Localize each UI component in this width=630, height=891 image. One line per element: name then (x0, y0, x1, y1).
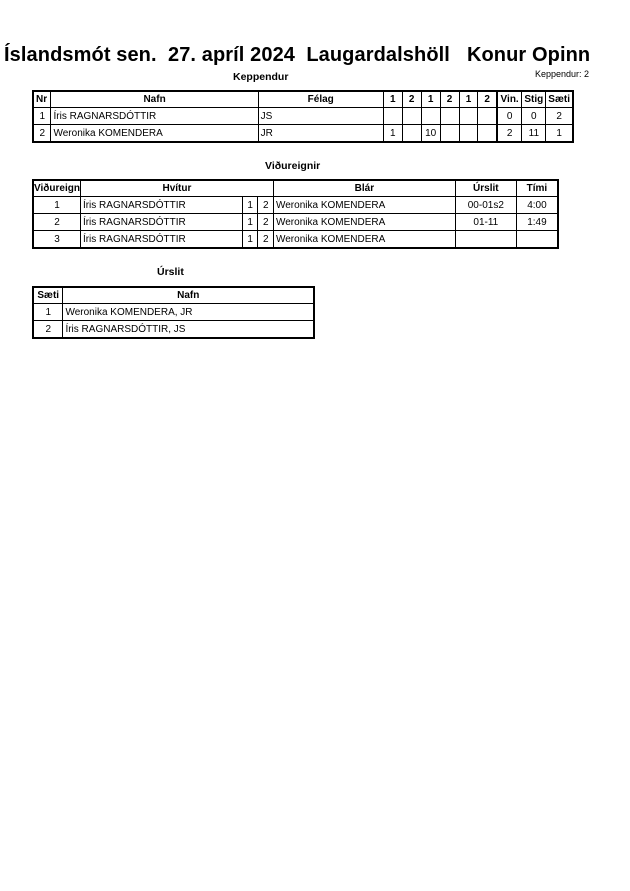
cell-place: 1 (33, 304, 63, 321)
cell-blue: Weronika KOMENDERA (273, 197, 455, 214)
header-name: Nafn (63, 287, 314, 304)
header-score-3: 1 (421, 91, 440, 108)
cell-score (459, 108, 478, 125)
cell-name: Íris RAGNARSDÓTTIR, JS (63, 321, 314, 339)
header-name: Nafn (51, 91, 258, 108)
cell-score (440, 108, 459, 125)
table-row (33, 321, 314, 339)
cell-result: 00-01s2 (455, 197, 516, 214)
cell-points: 0 (522, 108, 546, 125)
table-row (33, 214, 558, 231)
cell-score (459, 125, 478, 143)
cell-result: 01-11 (455, 214, 516, 231)
cell-blue-num: 2 (258, 197, 274, 214)
cell-time (516, 231, 558, 249)
header-match: Viðureign (33, 180, 80, 197)
cell-match-no: 1 (33, 197, 80, 214)
matches-header-row (33, 180, 558, 197)
cell-name: Weronika KOMENDERA (51, 125, 258, 143)
cell-name: Íris RAGNARSDÓTTIR (51, 108, 258, 125)
cell-score (421, 108, 440, 125)
cell-score (383, 108, 402, 125)
cell-wins: 0 (497, 108, 522, 125)
cell-time: 4:00 (516, 197, 558, 214)
cell-white-num: 1 (242, 231, 258, 249)
cell-white-num: 1 (242, 197, 258, 214)
header-wins: Vin. (497, 91, 522, 108)
header-score-6: 2 (478, 91, 497, 108)
cell-white-num: 1 (242, 214, 258, 231)
cell-score: 10 (421, 125, 440, 143)
header-blue: Blár (273, 180, 455, 197)
cell-score (440, 125, 459, 143)
header-place: Sæti (546, 91, 573, 108)
matches-heading: Viðureignir (265, 160, 321, 172)
cell-white: Íris RAGNARSDÓTTIR (80, 214, 242, 231)
cell-match-no: 3 (33, 231, 80, 249)
header-time: Tími (516, 180, 558, 197)
cell-club: JS (258, 108, 383, 125)
header-white: Hvítur (80, 180, 273, 197)
cell-club: JR (258, 125, 383, 143)
cell-result (455, 231, 516, 249)
header-points: Stig (522, 91, 546, 108)
table-row (33, 197, 558, 214)
cell-score: 1 (383, 125, 402, 143)
cell-score (402, 108, 421, 125)
cell-place: 2 (546, 108, 573, 125)
cell-white: Íris RAGNARSDÓTTIR (80, 197, 242, 214)
header-score-1: 1 (383, 91, 402, 108)
results-heading: Úrslit (157, 266, 184, 278)
cell-nr: 2 (33, 125, 51, 143)
cell-place: 2 (33, 321, 63, 339)
cell-blue: Weronika KOMENDERA (273, 231, 455, 249)
header-club: Félag (258, 91, 383, 108)
cell-blue: Weronika KOMENDERA (273, 214, 455, 231)
cell-place: 1 (546, 125, 573, 143)
competitor-count: Keppendur: 2 (535, 69, 590, 79)
table-row (33, 304, 314, 321)
cell-score (478, 125, 497, 143)
cell-time: 1:49 (516, 214, 558, 231)
matches-table (32, 179, 559, 249)
cell-points: 11 (522, 125, 546, 143)
header-nr: Nr (33, 91, 51, 108)
header-score-5: 1 (459, 91, 478, 108)
cell-match-no: 2 (33, 214, 80, 231)
competitors-heading: Keppendur (233, 71, 289, 83)
header-result: Úrslit (455, 180, 516, 197)
cell-score (478, 108, 497, 125)
header-score-4: 2 (440, 91, 459, 108)
results-header-row (33, 287, 314, 304)
header-score-2: 2 (402, 91, 421, 108)
cell-name: Weronika KOMENDERA, JR (63, 304, 314, 321)
results-table (32, 286, 315, 339)
cell-score (402, 125, 421, 143)
cell-blue-num: 2 (258, 231, 274, 249)
cell-wins: 2 (497, 125, 522, 143)
cell-blue-num: 2 (258, 214, 274, 231)
competitors-table (32, 90, 574, 143)
page-title: Íslandsmót sen. 27. apríl 2024 Laugardalshöll Konur Opinn (4, 44, 591, 66)
table-row (33, 125, 573, 143)
cell-white: Íris RAGNARSDÓTTIR (80, 231, 242, 249)
header-place: Sæti (33, 287, 63, 304)
competitors-header-row (33, 91, 573, 108)
table-row (33, 108, 573, 125)
table-row (33, 231, 558, 249)
cell-nr: 1 (33, 108, 51, 125)
